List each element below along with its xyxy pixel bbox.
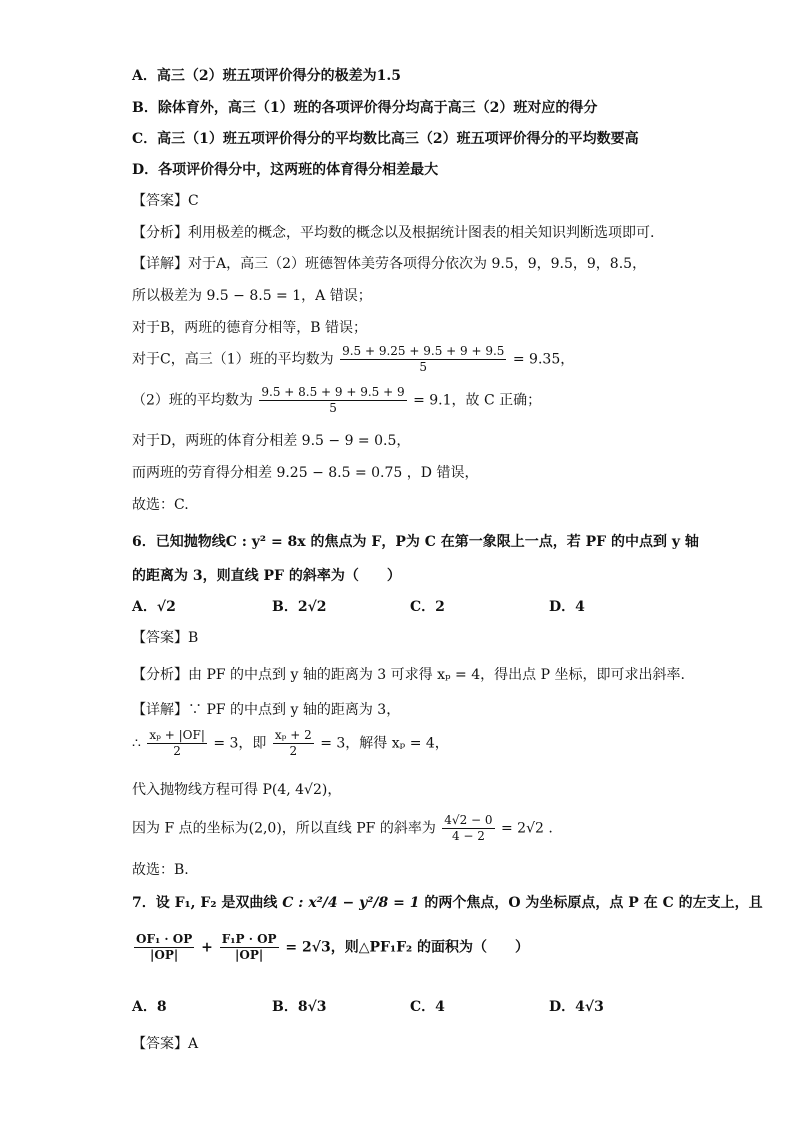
q7-option-d: D．4√3 <box>549 999 604 1015</box>
q5-mean1-numerator: 9.5 + 9.25 + 9.5 + 9 + 9.5 <box>342 344 505 358</box>
q6-fraction-2-denominator: 2 <box>289 744 298 758</box>
q7-stem-line-1-pre: 7．设 F₁, F₂ 是双曲线 <box>132 895 278 911</box>
q5-detail-line-2: 所以极差为 9.5 − 8.5 = 1，A 错误； <box>132 288 372 304</box>
q6-detail-line-4-post: = 2√2 . <box>500 820 553 837</box>
q5-mean1-denominator: 5 <box>419 360 428 374</box>
q6-slope-numerator: 4√2 − 0 <box>444 813 493 827</box>
q7-stem-line-2-post: = 2√3，则△PF₁F₂ 的面积为（ ） <box>285 939 530 956</box>
q5-mean1-fraction <box>340 344 506 375</box>
q5-analysis: 【分析】利用极差的概念，平均数的概念以及根据统计图表的相关知识判断选项即可. <box>132 225 655 241</box>
q6-detail-line-2 <box>132 728 449 759</box>
q5-mean2-fraction <box>259 385 406 416</box>
q6-slope-denominator: 4 − 2 <box>451 829 485 843</box>
q6-detail-line-4-pre: 因为 F 点的坐标为(2,0)，所以直线 PF 的斜率为 <box>132 820 436 837</box>
q7-fraction-2-numerator: F₁P · OP <box>221 932 277 946</box>
q6-fraction-2-numerator: xₚ + 2 <box>274 728 312 742</box>
q6-detail-line-4 <box>132 813 553 844</box>
q7-option-a: A．8 <box>132 999 167 1015</box>
q5-detail-line-5-post: = 9.1，故 C 正确； <box>413 392 542 409</box>
q6-detail-line-3: 代入抛物线方程可得 P(4, 4√2)， <box>132 782 342 798</box>
q7-plus-sign: + <box>201 939 213 956</box>
q6-fraction-1 <box>147 728 207 759</box>
q6-fraction-2 <box>273 728 314 759</box>
q6-option-c: C．2 <box>410 599 445 615</box>
q5-detail-line-1: 【详解】对于A，高三（2）班德智体美劳各项得分依次为 9.5，9，9.5，9，8.5， <box>132 256 647 272</box>
q5-detail-line-5-pre: （2）班的平均数为 <box>132 392 253 409</box>
q5-mean2-denominator: 5 <box>329 401 337 415</box>
q7-fraction-1-numerator: OF₁ · OP <box>136 932 193 946</box>
q5-detail-line-6: 对于D，两班的体育分相差 9.5 − 9 = 0.5， <box>132 433 411 449</box>
q5-detail-line-7: 而两班的劳育得分相差 9.25 − 8.5 = 0.75 ，D 错误， <box>132 465 479 481</box>
q6-option-a: A．√2 <box>132 599 176 615</box>
q7-stem-line-2 <box>132 932 529 963</box>
q6-detail-line-5: 故选：B. <box>132 862 189 878</box>
q5-option-b: B．除体育外，高三（1）班的各项评价得分均高于高三（2）班对应的得分 <box>132 100 598 116</box>
q5-detail-line-8: 故选：C. <box>132 497 189 513</box>
q6-fraction-1-numerator: xₚ + |OF| <box>149 728 205 742</box>
q5-detail-line-4-post: = 9.35， <box>512 351 575 368</box>
q5-detail-line-4 <box>132 344 574 375</box>
q7-hyperbola-equation: C : x²/4 − y²/8 = 1 <box>282 895 420 911</box>
q7-fraction-2-denominator: |OP| <box>235 948 264 962</box>
q7-stem-line-1-post: 的两个焦点，O 为坐标原点，点 P 在 C 的左支上，且 <box>424 895 763 911</box>
q5-detail-line-3: 对于B，两班的德育分相等，B 错误； <box>132 320 368 336</box>
q6-slope-fraction <box>442 813 494 844</box>
q5-option-c: C．高三（1）班五项评价得分的平均数比高三（2）班五项评价得分的平均数要高 <box>132 131 639 147</box>
q7-fraction-1-denominator: |OP| <box>150 948 179 962</box>
q6-stem-line-1: 6．已知抛物线C : y² = 8x 的焦点为 F，P为 C 在第一象限上一点，若 PF 的中点到 y 轴 <box>132 534 699 550</box>
q5-answer: 【答案】C <box>132 193 199 209</box>
q6-option-d: D．4 <box>549 599 585 615</box>
q7-answer: 【答案】A <box>132 1036 199 1052</box>
q5-option-a: A．高三（2）班五项评价得分的极差为1.5 <box>132 68 401 84</box>
q7-fraction-1 <box>134 932 194 963</box>
q6-detail-line-2-post: = 3，解得 xₚ = 4， <box>320 735 449 752</box>
q5-option-d: D．各项评价得分中，这两班的体育得分相差最大 <box>132 162 439 178</box>
q6-stem-line-2: 的距离为 3，则直线 PF 的斜率为（ ） <box>132 568 401 584</box>
q7-option-c: C．4 <box>410 999 445 1015</box>
q6-answer: 【答案】B <box>132 630 199 646</box>
q6-option-b: B．2√2 <box>272 599 327 615</box>
q6-detail-line-1: 【详解】∵ PF 的中点到 y 轴的距离为 3， <box>132 702 401 718</box>
q6-fraction-1-denominator: 2 <box>173 744 181 758</box>
q7-fraction-2 <box>220 932 279 963</box>
q5-detail-line-5 <box>132 385 541 416</box>
q7-stem-line-1 <box>132 893 763 913</box>
q7-option-b: B．8√3 <box>272 999 327 1015</box>
q6-detail-line-2-pre: ∴ <box>132 735 141 752</box>
q5-mean2-numerator: 9.5 + 8.5 + 9 + 9.5 + 9 <box>261 385 405 399</box>
q5-detail-line-4-pre: 对于C，高三（1）班的平均数为 <box>132 351 334 368</box>
q6-detail-line-2-mid: = 3，即 <box>213 735 267 752</box>
q6-analysis: 【分析】由 PF 的中点到 y 轴的距离为 3 可求得 xₚ = 4，得出点 P 坐标，即可求出斜率. <box>132 667 685 683</box>
